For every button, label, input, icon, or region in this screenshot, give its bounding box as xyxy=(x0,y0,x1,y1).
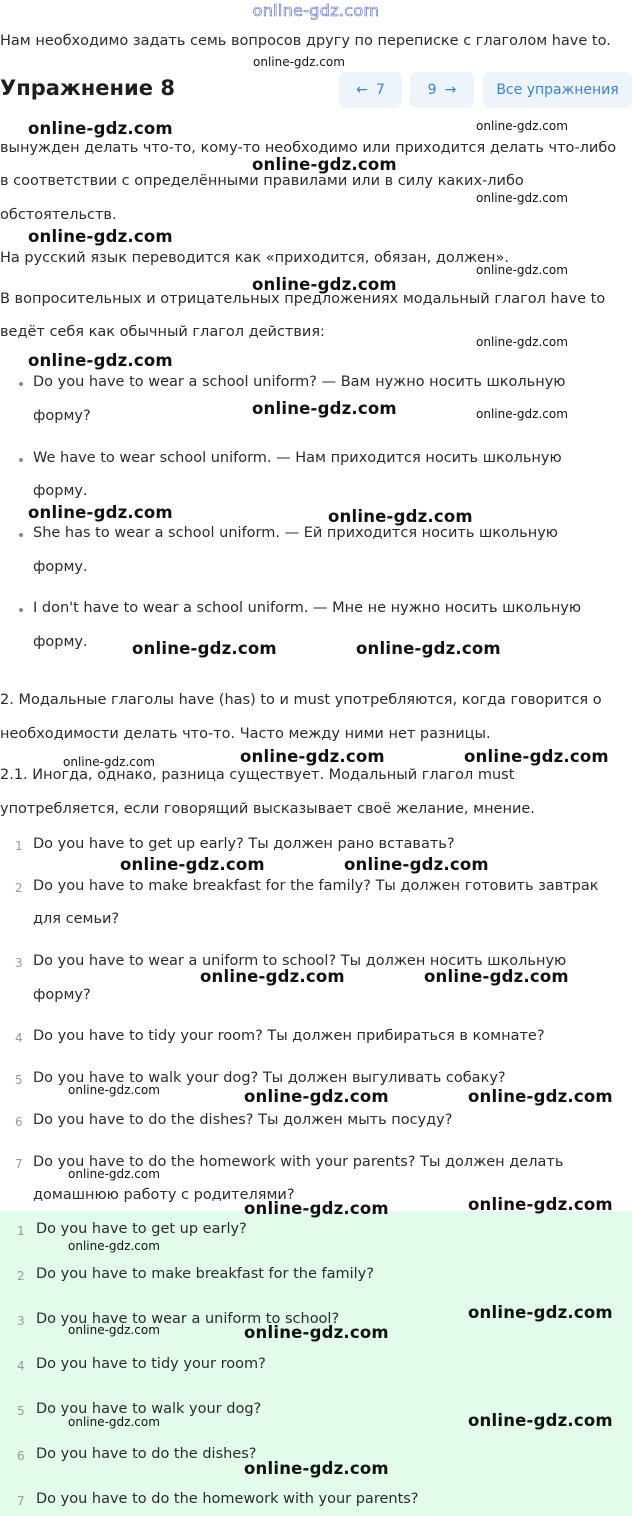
watermark: online-gdz.com xyxy=(63,755,155,769)
watermark: online-gdz.com xyxy=(240,747,385,766)
watermark: online-gdz.com xyxy=(252,275,397,294)
example-line: She has to wear a school uniform. — Ей приходится носить школьную xyxy=(33,525,558,541)
watermark: online-gdz.com xyxy=(476,119,568,133)
theory-line: вынужден делать что-то, кому-то необходимо или приходится делать что-либо xyxy=(0,140,617,156)
watermark: online-gdz.com xyxy=(476,263,568,277)
next-exercise-button[interactable] xyxy=(410,72,474,108)
watermark: online-gdz.com xyxy=(468,1303,613,1322)
question-number: 5 xyxy=(15,1073,23,1087)
task-intro: Нам необходимо задать семь вопросов другу по переписке с глаголом have to. xyxy=(0,33,611,49)
theory-line: в соответствии с определёнными правилами или в силу каких-либо xyxy=(0,173,524,189)
arrow-right-icon: → xyxy=(444,82,457,98)
watermark: online-gdz.com xyxy=(68,1083,160,1097)
watermark: online-gdz.com xyxy=(244,1459,389,1478)
watermark: online-gdz.com xyxy=(464,747,609,766)
site-watermark-logo: online-gdz.com xyxy=(252,1,380,20)
question-line: Do you have to make breakfast for the family? Ты должен готовить завтрак xyxy=(33,878,599,894)
watermark: online-gdz.com xyxy=(28,227,173,246)
prev-exercise-button[interactable] xyxy=(339,72,402,108)
bullet-marker xyxy=(19,608,23,612)
example-line: форму. xyxy=(33,483,88,499)
question-line: для семьи? xyxy=(33,911,120,927)
watermark: online-gdz.com xyxy=(244,1087,389,1106)
answer-number: 4 xyxy=(17,1359,25,1373)
answer-number: 3 xyxy=(17,1314,25,1328)
question-number: 3 xyxy=(15,956,23,970)
watermark: online-gdz.com xyxy=(68,1323,160,1337)
theory-line: 2. Модальные глаголы have (has) to и must употребляются, когда говорится о xyxy=(0,692,602,708)
watermark: online-gdz.com xyxy=(476,335,568,349)
answer-line: Do you have to do the homework with your parents? xyxy=(36,1491,419,1507)
all-exercises-button[interactable] xyxy=(483,72,632,108)
example-line: форму? xyxy=(33,408,91,424)
question-number: 2 xyxy=(15,881,23,895)
question-line: Do you have to wear a uniform to school? Ты должен носить школьную xyxy=(33,953,567,969)
watermark: online-gdz.com xyxy=(468,1411,613,1430)
question-number: 6 xyxy=(15,1115,23,1129)
question-number: 7 xyxy=(15,1157,23,1171)
theory-line: На русский язык переводится как «приходится, обязан, должен». xyxy=(0,250,509,266)
watermark: online-gdz.com xyxy=(244,1323,389,1342)
bullet-marker xyxy=(19,382,23,386)
answer-number: 6 xyxy=(17,1449,25,1463)
watermark: online-gdz.com xyxy=(132,639,277,658)
watermark: online-gdz.com xyxy=(344,855,489,874)
answer-line: Do you have to do the dishes? xyxy=(36,1446,257,1462)
question-line: домашнюю работу с родителями? xyxy=(33,1187,295,1203)
question-line: Do you have to get up early? Ты должен рано вставать? xyxy=(33,836,455,852)
watermark: online-gdz.com xyxy=(476,191,568,205)
question-line: Do you have to tidy your room? Ты должен прибираться в комнате? xyxy=(33,1028,545,1044)
watermark: online-gdz.com xyxy=(252,155,397,174)
next-exercise-label: 9 xyxy=(427,82,437,98)
example-line: Do you have to wear a school uniform? — Вам нужно носить школьную xyxy=(33,374,566,390)
page-title: Упражнение 8 xyxy=(0,76,175,100)
bullet-marker xyxy=(19,458,23,462)
bullet-marker xyxy=(19,533,23,537)
theory-line: обстоятельств. xyxy=(0,207,117,223)
answer-line: Do you have to get up early? xyxy=(36,1221,247,1237)
watermark: online-gdz.com xyxy=(244,1199,389,1218)
watermark: online-gdz.com xyxy=(28,503,173,522)
example-line: We have to wear school uniform. — Нам приходится носить школьную xyxy=(33,450,562,466)
example-line: форму. xyxy=(33,559,88,575)
question-line: форму? xyxy=(33,987,91,1003)
watermark: online-gdz.com xyxy=(28,351,173,370)
watermark: online-gdz.com xyxy=(253,55,345,69)
answer-line: Do you have to make breakfast for the family? xyxy=(36,1266,374,1282)
question-number: 4 xyxy=(15,1031,23,1045)
watermark: online-gdz.com xyxy=(468,1087,613,1106)
answer-line: Do you have to walk your dog? xyxy=(36,1401,262,1417)
answer-number: 1 xyxy=(17,1224,25,1238)
prev-exercise-label: 7 xyxy=(375,82,385,98)
all-exercises-label: Все упражнения xyxy=(496,82,619,98)
watermark: online-gdz.com xyxy=(68,1239,160,1253)
question-number: 1 xyxy=(15,839,23,853)
watermark: online-gdz.com xyxy=(356,639,501,658)
watermark: online-gdz.com xyxy=(200,967,345,986)
watermark: online-gdz.com xyxy=(424,967,569,986)
watermark: online-gdz.com xyxy=(120,855,265,874)
watermark: online-gdz.com xyxy=(28,119,173,138)
watermark: online-gdz.com xyxy=(328,507,473,526)
theory-line: 2.1. Иногда, однако, разница существует. Модальный глагол must xyxy=(0,767,515,783)
answer-number: 5 xyxy=(17,1404,25,1418)
answer-number: 7 xyxy=(17,1494,25,1508)
watermark: online-gdz.com xyxy=(68,1167,160,1181)
arrow-left-icon: ← xyxy=(356,82,368,98)
watermark: online-gdz.com xyxy=(468,1195,613,1214)
theory-line: употребляется, если говорящий высказывает своё желание, мнение. xyxy=(0,801,535,817)
answer-line: Do you have to tidy your room? xyxy=(36,1356,266,1372)
question-line: Do you have to do the homework with your parents? Ты должен делать xyxy=(33,1154,564,1170)
question-line: Do you have to walk your dog? Ты должен выгуливать собаку? xyxy=(33,1070,506,1086)
theory-line: ведёт себя как обычный глагол действия: xyxy=(0,324,325,340)
watermark: online-gdz.com xyxy=(68,1415,160,1429)
watermark: online-gdz.com xyxy=(476,407,568,421)
answer-line: Do you have to wear a uniform to school? xyxy=(36,1311,340,1327)
watermark: online-gdz.com xyxy=(252,399,397,418)
theory-line: В вопросительных и отрицательных предложениях модальный глагол have to xyxy=(0,291,606,307)
answer-number: 2 xyxy=(17,1269,25,1283)
example-line: форму. xyxy=(33,634,88,650)
question-line: Do you have to do the dishes? Ты должен мыть посуду? xyxy=(33,1112,453,1128)
example-line: I don't have to wear a school uniform. — Мне не нужно носить школьную xyxy=(33,600,582,616)
theory-line: необходимости делать что-то. Часто между ними нет разницы. xyxy=(0,726,491,742)
